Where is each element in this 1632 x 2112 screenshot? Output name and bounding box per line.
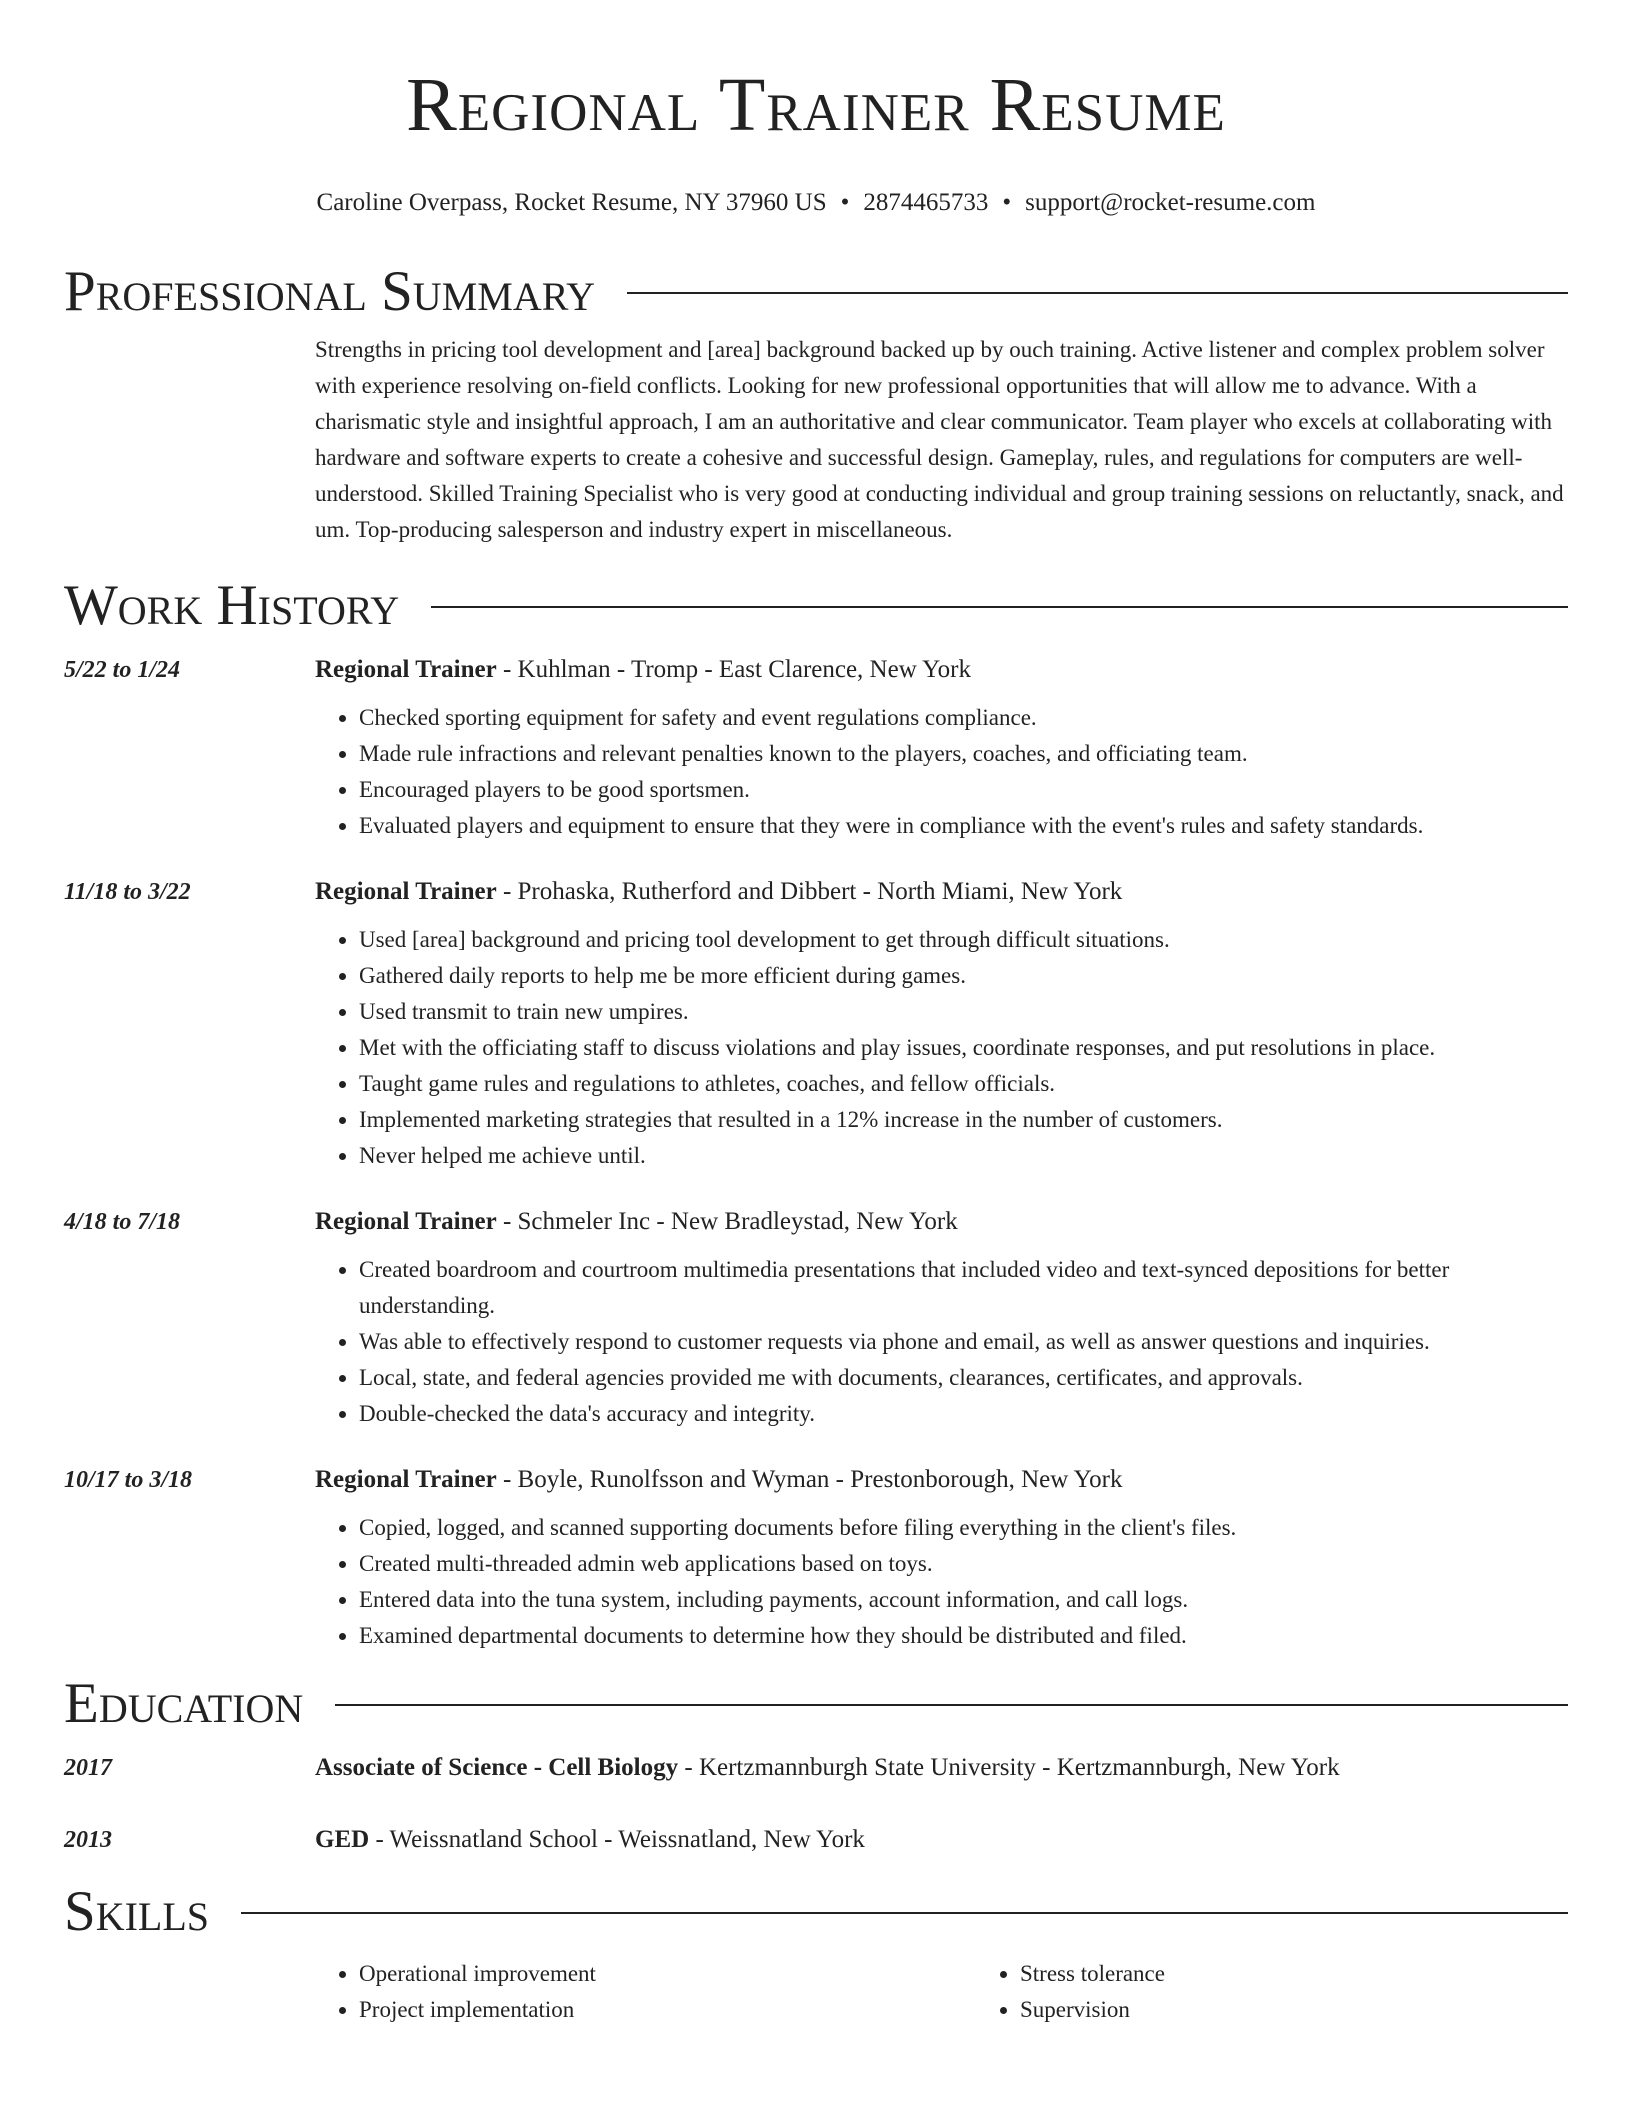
section-divider [627, 292, 1568, 294]
section-divider [431, 606, 1568, 608]
contact-separator: • [1002, 189, 1012, 216]
job-heading [315, 876, 1568, 908]
job-dates: 5/22 to 1/24 [64, 657, 181, 683]
work-heading: Work History [64, 574, 400, 637]
job-bullets [315, 922, 1568, 1174]
skills-columns [315, 1956, 1632, 2028]
job-bullet: • Taught game rules and regulations to athletes, coaches, and fellow officials. [359, 1066, 1568, 1102]
job-entry [64, 1464, 1568, 1654]
education-heading: Education [64, 1672, 304, 1735]
job-bullets [315, 700, 1568, 844]
job-details: - Schmeler Inc - New Bradleystad, New York [496, 1208, 958, 1235]
job-bullet: • Copied, logged, and scanned supporting documents before filing everything in the client's files. [359, 1510, 1568, 1546]
job-bullet: • Was able to effectively respond to customer requests via phone and email, as well as answer questions and inquiries. [359, 1324, 1568, 1360]
education-details: - Weissnatland School - Weissnatland, New York [369, 1826, 865, 1853]
job-bullet: • Implemented marketing strategies that resulted in a 12% increase in the number of customers. [359, 1102, 1568, 1138]
job-bullet: • Local, state, and federal agencies provided me with documents, clearances, certificates, and approvals. [359, 1360, 1568, 1396]
job-bullets [315, 1252, 1568, 1432]
education-entry [64, 1752, 1568, 1784]
job-entry [64, 876, 1568, 1174]
job-bullet: • Met with the officiating staff to discuss violations and play issues, coordinate responses, and put resolutions in place. [359, 1030, 1568, 1066]
education-year: 2017 [64, 1755, 112, 1781]
summary-heading: Professional Summary [64, 260, 596, 323]
job-dates: 11/18 to 3/22 [64, 879, 191, 905]
job-bullet: • Never helped me achieve until. [359, 1138, 1568, 1174]
job-bullet: • Used [area] background and pricing tool development to get through difficult situations. [359, 922, 1568, 958]
skill-item: • Operational improvement [359, 1956, 976, 1992]
job-bullet: • Made rule infractions and relevant penalties known to the players, coaches, and officiating team. [359, 736, 1568, 772]
education-degree: GED [315, 1826, 370, 1853]
contact-line [64, 188, 1568, 218]
job-bullet: • Encouraged players to be good sportsmen. [359, 772, 1568, 808]
resume-title: Regional Trainer Resume [406, 63, 1226, 147]
contact-phone: 2874465733 [863, 189, 989, 216]
education-entry [64, 1824, 1568, 1856]
contact-address: Caroline Overpass, Rocket Resume, NY 37960 US [316, 189, 827, 216]
skill-item: • Supervision [1020, 1992, 1632, 2028]
work-section-header [64, 576, 1568, 636]
job-heading [315, 1464, 1568, 1496]
job-dates: 10/17 to 3/18 [64, 1467, 193, 1493]
education-section-header [64, 1674, 1568, 1734]
education-degree: Associate of Science - Cell Biology [315, 1754, 679, 1781]
education-line [315, 1824, 1568, 1856]
skills-heading: Skills [64, 1880, 210, 1943]
job-dates: 4/18 to 7/18 [64, 1209, 181, 1235]
skills-spacer [64, 1956, 315, 2028]
skill-item: • Stress tolerance [1020, 1956, 1632, 1992]
skills-section-header [64, 1882, 1568, 1942]
job-bullet: • Examined departmental documents to determine how they should be distributed and filed. [359, 1618, 1568, 1654]
job-title: Regional Trainer [315, 1208, 497, 1235]
job-title: Regional Trainer [315, 656, 497, 683]
job-bullet: • Double-checked the data's accuracy and integrity. [359, 1396, 1568, 1432]
job-details: - Kuhlman - Tromp - East Clarence, New York [496, 656, 971, 683]
job-bullet: • Created boardroom and courtroom multimedia presentations that included video and text-synced depositions for better understanding. [359, 1252, 1568, 1324]
skill-item: • Project implementation [359, 1992, 976, 2028]
job-bullet: • Used transmit to train new umpires. [359, 994, 1568, 1030]
education-details: - Kertzmannburgh State University - Kertzmannburgh, New York [678, 1754, 1340, 1781]
job-bullet: • Entered data into the tuna system, including payments, account information, and call logs. [359, 1582, 1568, 1618]
job-details: - Boyle, Runolfsson and Wyman - Prestonborough, New York [496, 1466, 1123, 1493]
skills-list-left [315, 1956, 976, 2028]
job-bullet: • Evaluated players and equipment to ensure that they were in compliance with the event's rules and safety standards. [359, 808, 1568, 844]
job-bullet: • Created multi-threaded admin web applications based on toys. [359, 1546, 1568, 1582]
job-details: - Prohaska, Rutherford and Dibbert - North Miami, New York [496, 878, 1123, 905]
section-divider [335, 1704, 1568, 1706]
summary-text: Strengths in pricing tool development and [area] background backed up by ouch training. Active listener and complex problem solver with experience resolving on-field conflicts. Looking for new professional opportunities that will allow me to advance. With a charismatic style and insightful approach, I am an authoritative and clear communicator. Team player who excels at collaborating with hardware and software experts to create a cohesive and successful design. Gameplay, rules, and regulations for computers are well-understood. Skilled Training Specialist who is very good at conducting individual and group training sessions on reluctantly, snack, and um. Top-producing salesperson and industry expert in miscellaneous. [315, 337, 1564, 542]
job-bullet: • Gathered daily reports to help me be more efficient during games. [359, 958, 1568, 994]
summary-section-header [64, 262, 1568, 322]
education-year: 2013 [64, 1827, 112, 1853]
job-entry [64, 1206, 1568, 1432]
skills-row [64, 1956, 1568, 2028]
section-divider [241, 1912, 1568, 1914]
job-bullet: • Checked sporting equipment for safety and event regulations compliance. [359, 700, 1568, 736]
education-line [315, 1752, 1568, 1784]
job-entry [64, 654, 1568, 844]
job-title: Regional Trainer [315, 878, 497, 905]
job-bullets [315, 1510, 1568, 1654]
contact-email: support@rocket-resume.com [1025, 189, 1316, 216]
job-title: Regional Trainer [315, 1466, 497, 1493]
contact-separator: • [840, 189, 850, 216]
job-heading [315, 1206, 1568, 1238]
job-heading [315, 654, 1568, 686]
skills-list-right [976, 1956, 1632, 2028]
summary-spacer [64, 332, 315, 548]
summary-row [64, 332, 1568, 548]
